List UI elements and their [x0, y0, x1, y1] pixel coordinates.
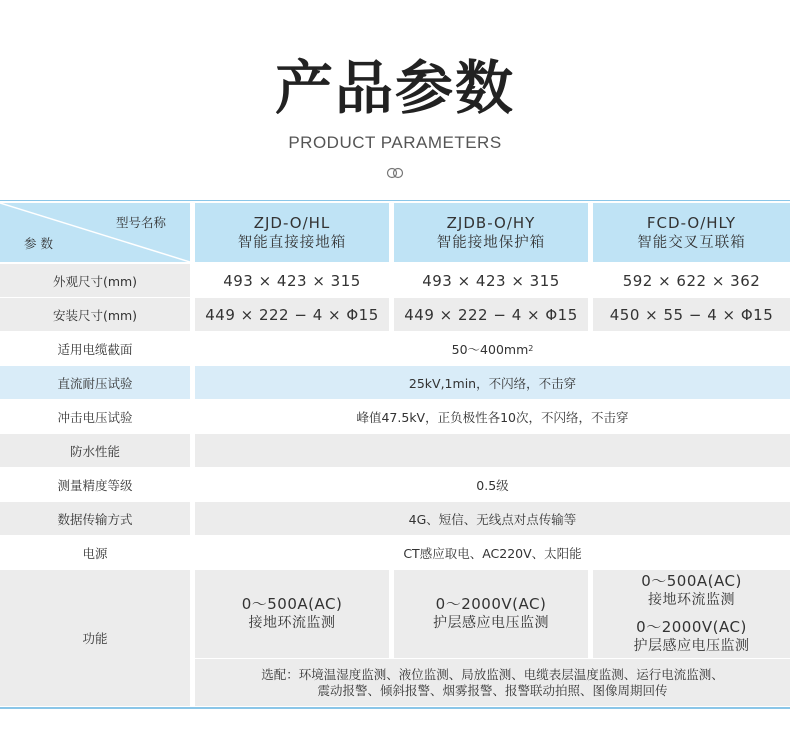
function-values: [0, 570, 790, 658]
row-label: 电源: [0, 536, 190, 569]
optional-line-1: 选配：环境温湿度监测、液位监测、局放监测、电缆表层温度监测、运行电流监测、: [261, 666, 724, 682]
dc-test-value: 25kV,1min，不闪络，不击穿: [195, 366, 790, 399]
row-label: 防水性能: [0, 434, 190, 467]
cable-value: [195, 332, 790, 365]
table-top-border: [0, 200, 790, 201]
table-row-cable: [0, 332, 790, 365]
row-label: 功能: [0, 570, 190, 706]
function-text: 护层感应电压监测: [433, 615, 549, 631]
waterproof-value: [195, 434, 790, 467]
accuracy-value: 0.5级: [195, 468, 790, 501]
function-optional: [0, 659, 790, 706]
row-label: 冲击电压试验: [0, 400, 190, 433]
header-corner-top: 型号名称: [115, 215, 166, 230]
table-row-power: [0, 536, 790, 569]
model-code: ZJDB-O/HY: [446, 213, 536, 232]
double-ring-icon: [385, 167, 405, 179]
table-header-row: [0, 203, 790, 262]
table-row-waterproof: [0, 434, 790, 467]
function-range: 0～2000V(AC): [636, 618, 747, 636]
install-value-1: 449 × 222 − 4 × Φ15: [195, 298, 389, 331]
install-value-3: 450 × 55 − 4 × Φ15: [593, 298, 790, 331]
table-row-accuracy: [0, 468, 790, 501]
optional-features: [195, 659, 790, 706]
header-model-1: [195, 203, 389, 262]
header-corner-cell: [0, 203, 190, 262]
function-range: 0～500A(AC): [641, 572, 742, 590]
model-code: FCD-O/HLY: [646, 213, 737, 232]
diagonal-divider: [0, 203, 190, 262]
header-corner-bottom: 参 数: [24, 236, 53, 251]
size-value-3: 592 × 622 × 362: [593, 264, 790, 297]
function-text: 护层感应电压监测: [633, 638, 750, 654]
table-bottom-border: [0, 707, 790, 709]
install-value-2: 449 × 222 − 4 × Φ15: [394, 298, 588, 331]
table-row-size: [0, 264, 790, 297]
row-label: 适用电缆截面: [0, 332, 190, 365]
function-range: 0～2000V(AC): [435, 595, 547, 613]
model-code: ZJD-O/HL: [253, 213, 331, 232]
model-name: 智能直接接地箱: [237, 234, 347, 251]
size-value-2: 493 × 423 × 315: [394, 264, 588, 297]
function-text: 接地环流监测: [648, 592, 735, 608]
impulse-value: 峰值47.5kV，正负极性各10次，不闪络，不击穿: [195, 400, 790, 433]
row-label: 直流耐压试验: [0, 366, 190, 399]
optional-line-2: 震动报警、倾斜报警、烟雾报警、报警联动拍照、图像周期回传: [317, 682, 668, 698]
function-text: 接地环流监测: [248, 615, 336, 631]
header-model-3: [593, 203, 790, 262]
row-label: 安装尺寸(mm): [0, 298, 190, 331]
table-row-install: [0, 298, 790, 331]
table-row-dc-test: [0, 366, 790, 399]
transmission-value: 4G、短信、无线点对点传输等: [195, 502, 790, 535]
row-label: 外观尺寸(mm): [0, 264, 190, 297]
row-label: 数据传输方式: [0, 502, 190, 535]
cable-value-text: 50～400mm: [451, 341, 529, 357]
row-label: 测量精度等级: [0, 468, 190, 501]
power-value: CT感应取电、AC220V、太阳能: [195, 536, 790, 569]
function-range: 0～500A(AC): [241, 595, 343, 613]
table-row-impulse: [0, 400, 790, 433]
function-col-3: [593, 570, 790, 658]
function-col-2: [394, 570, 588, 658]
table-row-transmission: [0, 502, 790, 535]
function-col-1: [195, 570, 389, 658]
page-title: 产品参数: [274, 54, 515, 122]
cable-value-sup: 2: [528, 344, 534, 353]
page-subtitle: PRODUCT PARAMETERS: [288, 133, 502, 152]
size-value-1: 493 × 423 × 315: [195, 264, 389, 297]
header-model-2: [394, 203, 588, 262]
model-name: 智能交叉互联箱: [637, 234, 746, 251]
model-name: 智能接地保护箱: [436, 234, 546, 251]
